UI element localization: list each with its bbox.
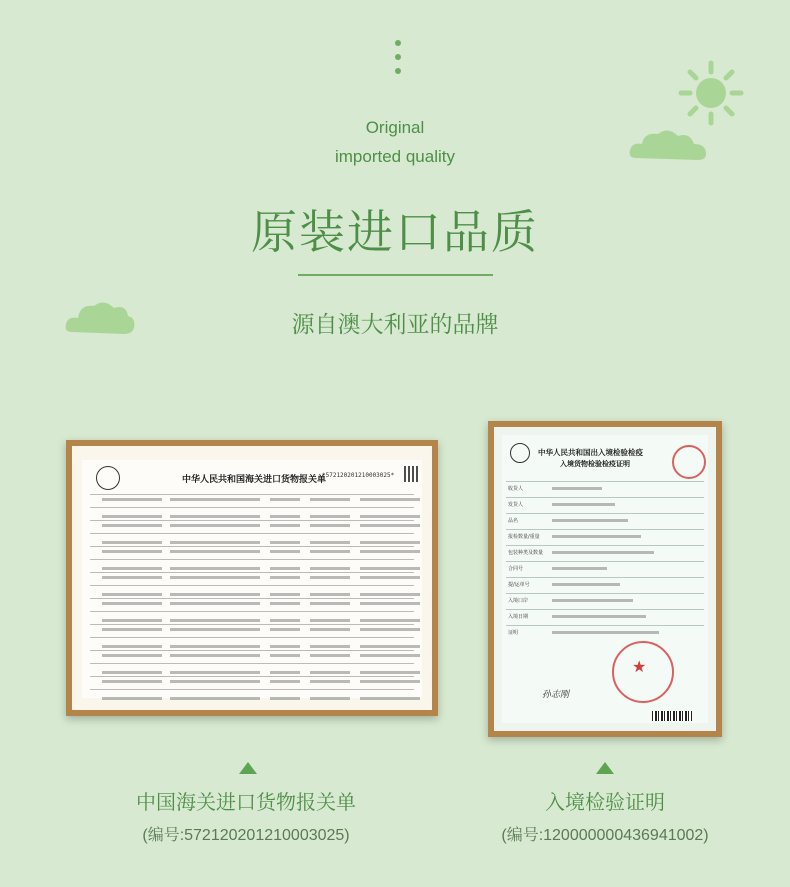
- inspection-caption: 入境检验证明: [545, 790, 665, 814]
- certificate-row: [506, 577, 704, 592]
- document-table-row: [90, 637, 414, 651]
- qr-code-icon: [404, 466, 420, 482]
- customs-doc-code: *572120201210003025*: [322, 472, 395, 479]
- certificate-row-label: 包装种类及数量: [508, 550, 544, 556]
- seal-star-icon: ★: [632, 657, 647, 676]
- certificate-row-label: 品名: [508, 518, 519, 524]
- decorative-dots: [393, 40, 403, 82]
- document-table-row: [90, 507, 414, 521]
- customs-declaration-document: [82, 460, 422, 698]
- certificate-row: [506, 513, 704, 528]
- english-tagline-line2: imported quality: [334, 147, 455, 166]
- inspection-doc-subtitle: 入境货物检验检疫证明: [560, 460, 630, 468]
- barcode-icon: [652, 711, 692, 721]
- certificate-row-label: 入境日期: [508, 614, 529, 620]
- customs-doc-title: 中华人民共和国海关进口货物报关单: [182, 475, 327, 485]
- certificate-row: [506, 625, 704, 640]
- document-table-row: [90, 689, 414, 703]
- certificate-row-label: 提/运单号: [508, 582, 530, 588]
- inspection-certificate-document: [502, 435, 708, 723]
- certificate-row-label: 报检数量/重量: [508, 534, 540, 540]
- customs-number: (编号:572120201210003025): [142, 827, 350, 844]
- page-title: 原装进口品质: [251, 205, 539, 259]
- customs-caption: 中国海关进口货物报关单: [136, 790, 356, 814]
- document-table-row: [90, 572, 414, 586]
- certificate-row: [506, 529, 704, 544]
- triangle-up-icon: [239, 762, 257, 774]
- customs-emblem-icon: [96, 466, 120, 490]
- certificate-row: [506, 609, 704, 624]
- title-divider: [298, 274, 493, 276]
- page-subtitle: 源自澳大利亚的品牌: [291, 312, 499, 338]
- certificate-row: [506, 481, 704, 496]
- official-stamp-icon: [672, 445, 706, 479]
- document-table-row: [90, 624, 414, 638]
- certificate-row-label: 入境口岸: [508, 598, 529, 604]
- english-tagline-line1: Original: [365, 118, 425, 137]
- document-table-row: [90, 676, 414, 690]
- customs-declaration-frame: [66, 440, 438, 716]
- inspection-doc-title: 中华人民共和国出入境检验检疫: [538, 448, 643, 457]
- inspection-emblem-icon: [510, 443, 530, 463]
- document-table-row: [90, 585, 414, 599]
- certificate-row-label: 发货人: [508, 502, 524, 508]
- document-table-row: [90, 650, 414, 664]
- signature: 孙志刚: [542, 690, 570, 700]
- document-table-row: [90, 546, 414, 560]
- document-table-row: [90, 611, 414, 625]
- certificate-row: [506, 593, 704, 608]
- document-table-row: [90, 559, 414, 573]
- document-table-row: [90, 598, 414, 612]
- inspection-certificate-frame: [488, 421, 722, 737]
- certificate-row: [506, 561, 704, 576]
- triangle-up-icon: [596, 762, 614, 774]
- inspection-number: (编号:120000000436941002): [501, 827, 709, 844]
- certificate-row-label: 收货人: [508, 486, 524, 492]
- document-table-row: [90, 663, 414, 677]
- document-table-row: [90, 520, 414, 534]
- document-table-row: [90, 494, 414, 508]
- certificate-row-label: 合同号: [508, 566, 524, 572]
- certificate-row: [506, 545, 704, 560]
- certificate-row: [506, 497, 704, 512]
- certificate-row-label: 证明: [508, 630, 519, 636]
- document-table-row: [90, 533, 414, 547]
